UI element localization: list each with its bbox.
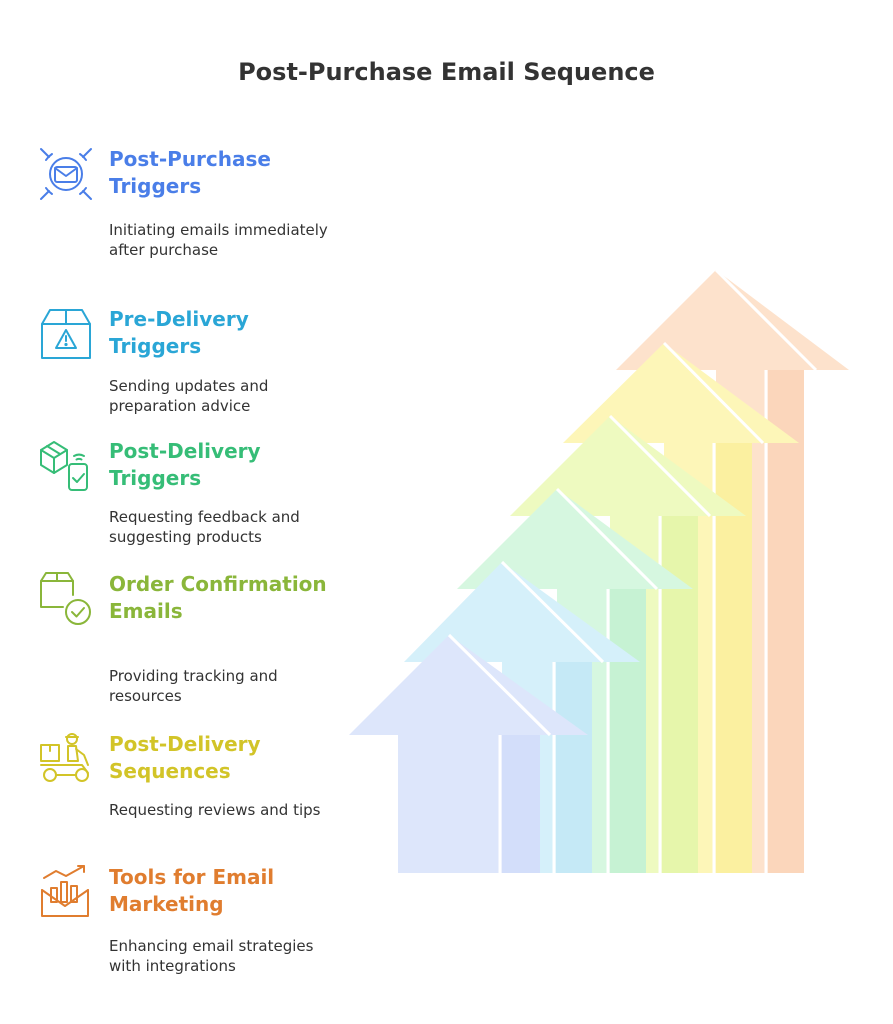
step-title: Pre-Delivery Triggers (109, 307, 249, 358)
step-title: Tools for Email Marketing (109, 865, 275, 916)
step-description: Requesting feedback and suggesting products (109, 508, 300, 546)
step-description: Requesting reviews and tips (109, 801, 321, 819)
step-description: Providing tracking and resources (109, 667, 278, 705)
step-title: Order Confirmation Emails (109, 572, 327, 623)
diagram-title: Post-Purchase Email Sequence (238, 58, 655, 86)
step-title: Post-Delivery Sequences (109, 732, 261, 783)
step-description: Sending updates and preparation advice (109, 377, 269, 415)
step-description: Initiating emails immediately after purchase (109, 221, 328, 259)
step-title: Post-Purchase Triggers (109, 147, 271, 198)
step-title: Post-Delivery Triggers (109, 439, 261, 490)
step-description: Enhancing email strategies with integrations (109, 937, 314, 975)
